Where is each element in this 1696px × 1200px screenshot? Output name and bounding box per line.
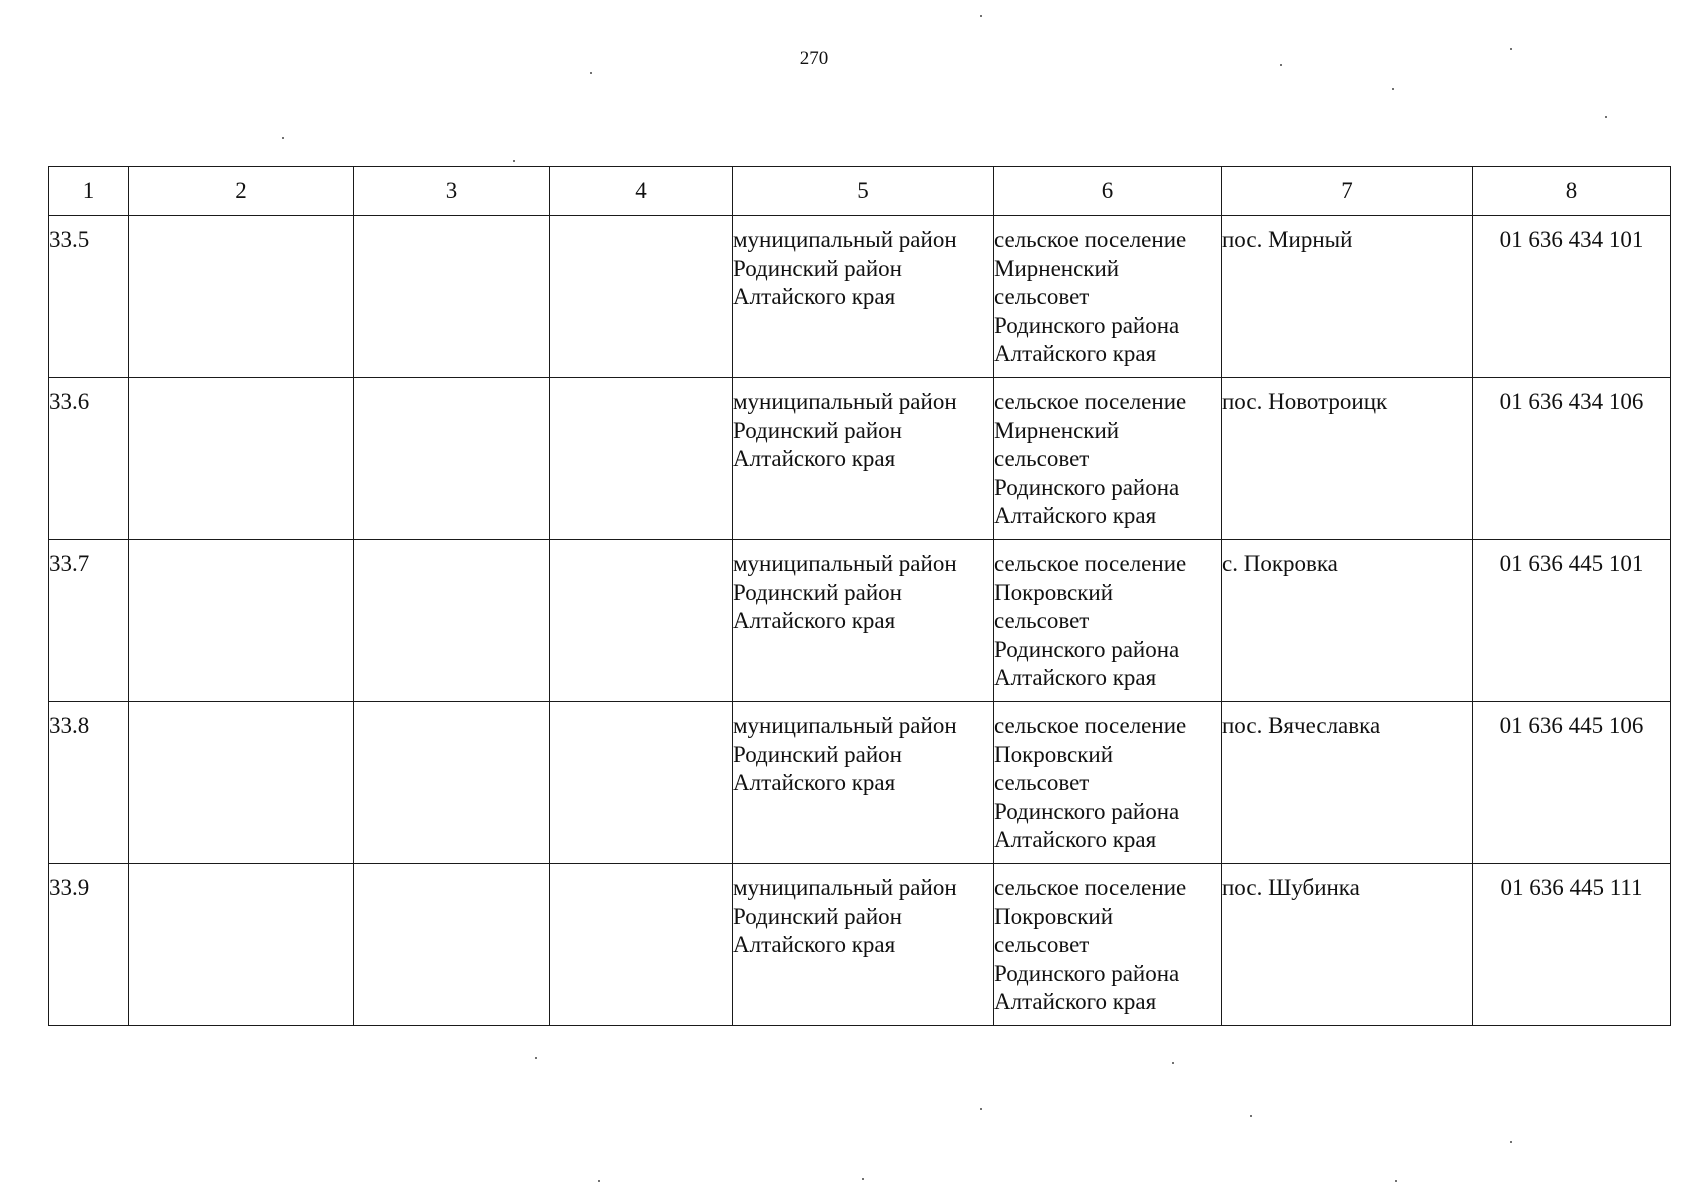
oktmo-code-cell: 01 636 434 101 [1473,216,1671,378]
scan-speck [1395,1180,1397,1182]
table-row [49,540,1671,702]
settlement-line: Родинского района [994,312,1180,338]
district-line: Алтайского края [733,770,896,795]
scan-speck [598,1180,600,1182]
column-3-cell [354,864,550,1026]
settlement-line: Алтайского края [994,665,1157,690]
column-header-5: 5 [733,167,994,216]
district-cell [733,864,994,1026]
district-line: муниципальный район [733,551,957,576]
settlement-line: Родинского района [994,960,1180,986]
settlement-cell [994,864,1222,1026]
settlement-line: сельское поселение [994,875,1187,900]
registry-table [48,166,1671,1026]
locality-cell: пос. Новотроицк [1222,378,1473,540]
settlement-line: сельское поселение [994,227,1187,252]
settlement-line: сельское поселение [994,551,1187,576]
settlement-line: Покровский [994,579,1114,605]
district-cell [733,378,994,540]
district-line: Алтайского края [733,932,896,957]
table-row [49,864,1671,1026]
column-4-cell [550,540,733,702]
settlement-cell [994,540,1222,702]
district-line: Родинский район [733,903,902,929]
district-line: Родинский район [733,255,902,281]
table-row [49,702,1671,864]
column-3-cell [354,540,550,702]
district-line: Родинский район [733,417,902,443]
scan-speck [980,15,982,17]
district-cell [733,216,994,378]
settlement-cell [994,378,1222,540]
district-line: Алтайского края [733,446,896,471]
settlement-line: Алтайского края [994,989,1157,1014]
locality-cell: пос. Вячеславка [1222,702,1473,864]
district-line: муниципальный район [733,875,957,900]
district-line: муниципальный район [733,389,957,414]
column-2-cell [129,540,354,702]
district-line: муниципальный район [733,713,957,738]
column-3-cell [354,216,550,378]
page-number: 270 [799,48,829,69]
column-3-cell [354,702,550,864]
settlement-line: сельское поселение [994,713,1187,738]
table-body [49,216,1671,1026]
column-header-4: 4 [550,167,733,216]
scan-speck [282,137,284,139]
scan-speck [1605,116,1607,118]
district-line: Алтайского края [733,608,896,633]
settlement-line: сельское поселение [994,389,1187,414]
district-cell [733,702,994,864]
district-line: Алтайского края [733,284,896,309]
settlement-line: Мирненский [994,255,1120,281]
column-4-cell [550,378,733,540]
settlement-line: Алтайского края [994,341,1157,366]
district-line: муниципальный район [733,227,957,252]
column-2-cell [129,864,354,1026]
column-header-3: 3 [354,167,550,216]
locality-cell: с. Покровка [1222,540,1473,702]
oktmo-code-cell: 01 636 445 111 [1473,864,1671,1026]
settlement-line: сельсовет [994,608,1090,633]
row-number-cell: 33.9 [49,864,129,1026]
column-header-6: 6 [994,167,1222,216]
column-2-cell [129,702,354,864]
row-number-cell: 33.7 [49,540,129,702]
header-row [49,167,1671,216]
settlement-cell [994,216,1222,378]
district-line: Родинский район [733,579,902,605]
row-number-cell: 33.5 [49,216,129,378]
settlement-line: Родинского района [994,798,1180,824]
settlement-line: Родинского района [994,474,1180,500]
scan-speck [1280,64,1282,66]
scan-speck [590,72,592,74]
column-2-cell [129,378,354,540]
locality-cell: пос. Шубинка [1222,864,1473,1026]
table-header [49,167,1671,216]
column-header-7: 7 [1222,167,1473,216]
row-number-cell: 33.8 [49,702,129,864]
scan-speck [1392,88,1394,90]
oktmo-code-cell: 01 636 434 106 [1473,378,1671,540]
settlement-line: Родинского района [994,636,1180,662]
column-header-8: 8 [1473,167,1671,216]
settlement-line: Покровский [994,903,1114,929]
district-cell [733,540,994,702]
column-4-cell [550,864,733,1026]
column-header-1: 1 [49,167,129,216]
scan-speck [513,160,515,162]
scan-speck [1510,48,1512,50]
district-line: Родинский район [733,741,902,767]
oktmo-code-cell: 01 636 445 101 [1473,540,1671,702]
column-2-cell [129,216,354,378]
scan-speck [980,1108,982,1110]
table-row [49,378,1671,540]
scan-speck [1510,1141,1512,1143]
row-number-cell: 33.6 [49,378,129,540]
settlement-line: Покровский [994,741,1114,767]
locality-cell: пос. Мирный [1222,216,1473,378]
scan-speck [862,1178,864,1180]
settlement-line: Мирненский [994,417,1120,443]
settlement-line: сельсовет [994,770,1090,795]
column-3-cell [354,378,550,540]
settlement-line: сельсовет [994,284,1090,309]
settlement-line: Алтайского края [994,503,1157,528]
scan-speck [1172,1062,1174,1064]
column-header-2: 2 [129,167,354,216]
scan-speck [535,1057,537,1059]
oktmo-code-cell: 01 636 445 106 [1473,702,1671,864]
column-4-cell [550,216,733,378]
table-row [49,216,1671,378]
settlement-line: сельсовет [994,932,1090,957]
settlement-line: сельсовет [994,446,1090,471]
column-4-cell [550,702,733,864]
settlement-line: Алтайского края [994,827,1157,852]
scan-speck [1250,1115,1252,1117]
settlement-cell [994,702,1222,864]
